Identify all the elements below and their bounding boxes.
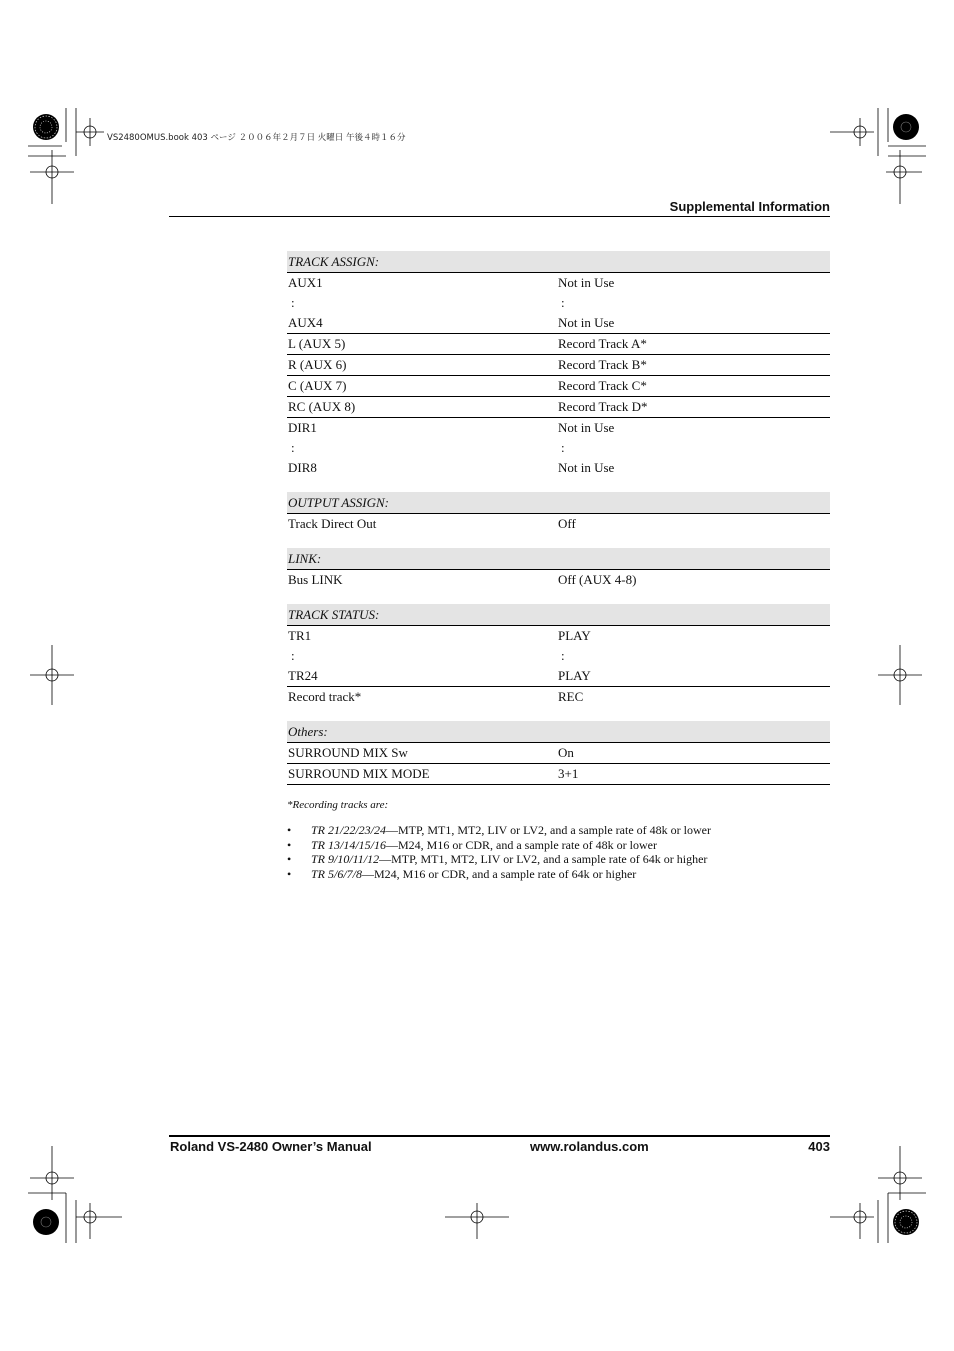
row-value: REC — [558, 689, 584, 704]
row-value: : — [561, 440, 565, 455]
row-value: PLAY — [558, 628, 591, 643]
list-item — [287, 852, 830, 867]
row-label: AUX1 — [288, 275, 323, 290]
row-value: Record Track B* — [558, 357, 647, 372]
row-label: L (AUX 5) — [288, 336, 346, 351]
section-heading: OUTPUT ASSIGN: — [287, 492, 830, 514]
section-link — [287, 548, 830, 590]
row-value: Off (AUX 4-8) — [558, 572, 637, 587]
table-row — [287, 293, 830, 313]
section-track-status — [287, 604, 830, 707]
row-label: TR1 — [288, 628, 312, 643]
table-row — [287, 764, 830, 785]
table-row — [287, 646, 830, 666]
running-header-title: Supplemental Information — [669, 199, 830, 214]
table-row — [287, 355, 830, 376]
table-row — [287, 376, 830, 397]
settings-table — [287, 251, 830, 881]
row-label: Track Direct Out — [288, 516, 377, 531]
row-value: Not in Use — [558, 315, 615, 330]
row-value: Not in Use — [558, 420, 615, 435]
row-label: : — [291, 295, 295, 310]
row-value: Not in Use — [558, 275, 615, 290]
table-row — [287, 570, 830, 590]
table-row — [287, 743, 830, 764]
row-label: DIR8 — [288, 460, 317, 475]
row-value: On — [558, 745, 574, 760]
section-heading: Others: — [287, 721, 830, 743]
row-label: AUX4 — [288, 315, 323, 330]
row-value: Record Track A* — [558, 336, 647, 351]
section-heading: LINK: — [287, 548, 830, 570]
table-row — [287, 397, 830, 418]
section-output-assign — [287, 492, 830, 534]
footnote-list — [287, 823, 830, 881]
row-value: Not in Use — [558, 460, 615, 475]
row-label: C (AUX 7) — [288, 378, 347, 393]
row-label: : — [291, 440, 295, 455]
table-row — [287, 334, 830, 355]
track-condition: —MTP, MT1, MT2, LIV or LV2, and a sample rate of 48k or lower — [386, 823, 711, 837]
row-value: Record Track C* — [558, 378, 647, 393]
row-value: Off — [558, 516, 576, 531]
table-row — [287, 687, 830, 707]
table-row — [287, 313, 830, 334]
table-row — [287, 514, 830, 534]
row-label: SURROUND MIX Sw — [288, 745, 408, 760]
table-row — [287, 438, 830, 458]
list-item — [287, 838, 830, 853]
footer-website: www.rolandus.com — [530, 1139, 649, 1154]
row-value: Record Track D* — [558, 399, 648, 414]
list-item — [287, 867, 830, 882]
list-item — [287, 823, 830, 838]
row-label: : — [291, 648, 295, 663]
footnote-title: *Recording tracks are: — [287, 799, 389, 811]
row-value: : — [561, 295, 565, 310]
track-range: TR 9/10/11/12 — [311, 852, 380, 866]
table-row — [287, 418, 830, 438]
track-condition: —MTP, MT1, MT2, LIV or LV2, and a sample rate of 64k or higher — [379, 852, 708, 866]
table-row — [287, 626, 830, 646]
section-others — [287, 721, 830, 785]
row-label: DIR1 — [288, 420, 317, 435]
row-label: SURROUND MIX MODE — [288, 766, 430, 781]
table-row — [287, 458, 830, 478]
row-value: 3+1 — [558, 766, 579, 781]
section-heading: TRACK ASSIGN: — [287, 251, 830, 273]
section-track-assign — [287, 251, 830, 478]
row-value: : — [561, 648, 565, 663]
section-heading: TRACK STATUS: — [287, 604, 830, 626]
track-condition: —M24, M16 or CDR, and a sample rate of 64k or higher — [362, 866, 637, 881]
page-number: 403 — [808, 1139, 830, 1154]
row-label: R (AUX 6) — [288, 357, 347, 372]
row-label: RC (AUX 8) — [288, 399, 356, 414]
row-label: Bus LINK — [288, 572, 343, 587]
row-label: TR24 — [288, 668, 318, 683]
row-label: Record track* — [288, 689, 362, 704]
row-value: PLAY — [558, 668, 591, 683]
footer-manual-title: Roland VS-2480 Owner’s Manual — [170, 1139, 372, 1154]
table-row — [287, 666, 830, 687]
track-range: TR 13/14/15/16 — [311, 837, 387, 852]
table-row — [287, 273, 830, 293]
track-range: TR 5/6/7/8 — [311, 866, 363, 881]
print-job-info: VS2480OMUS.book 403 ページ ２００６年２月７日 火曜日 午後４時１６分 — [107, 133, 406, 143]
track-condition: —M24, M16 or CDR, and a sample rate of 48k or lower — [386, 837, 657, 852]
footer-rule — [169, 1135, 830, 1137]
track-range: TR 21/22/23/24 — [311, 823, 387, 837]
header-rule — [169, 216, 830, 217]
